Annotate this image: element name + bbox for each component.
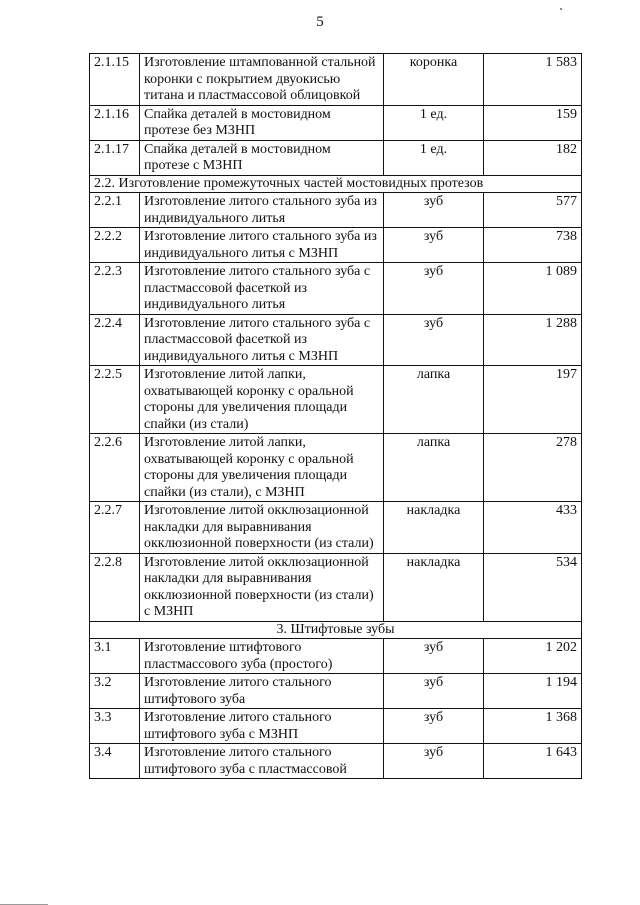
row-code: 2.2.7: [90, 502, 140, 554]
row-code: 3.1: [90, 639, 140, 674]
row-price: 534: [484, 553, 582, 621]
row-code: 2.2.4: [90, 314, 140, 366]
table-row: [90, 502, 582, 554]
row-name: Изготовление литого стального штифтового зуба с МЗНП: [140, 709, 384, 744]
row-name: Изготовление литого стального зуба с пластмассовой фасеткой из индивидуального литья: [140, 263, 384, 315]
row-name: Спайка деталей в мостовидном протезе с МЗНП: [140, 140, 384, 175]
row-price: 182: [484, 140, 582, 175]
row-name: Изготовление литого стального штифтового зуба с пластмассовой: [140, 744, 384, 779]
row-unit: зуб: [384, 314, 484, 366]
table-row: [90, 54, 582, 106]
row-price: 1 583: [484, 54, 582, 106]
row-unit: 1 ед.: [384, 140, 484, 175]
table-row: [90, 193, 582, 228]
row-name: Изготовление литой лапки, охватывающей коронку с оральной стороны для увеличения площади спайки (из стали), с МЗНП: [140, 434, 384, 502]
table-row: [90, 263, 582, 315]
row-code: 2.2.5: [90, 366, 140, 434]
section-title: 3. Штифтовые зубы: [90, 621, 582, 639]
table-row: [90, 553, 582, 621]
row-unit: накладка: [384, 553, 484, 621]
row-price: 1 202: [484, 639, 582, 674]
row-unit: зуб: [384, 674, 484, 709]
row-name: Изготовление литого стального штифтового зуба: [140, 674, 384, 709]
section-header-row: [90, 175, 582, 193]
row-code: 2.2.8: [90, 553, 140, 621]
row-price: 159: [484, 105, 582, 140]
row-price: 1 368: [484, 709, 582, 744]
page-number: 5: [316, 14, 324, 30]
row-name: Изготовление литой окклюзационной накладки для выравнивания окклюзионной поверхности (из стали) с МЗНП: [140, 553, 384, 621]
row-code: 2.2.6: [90, 434, 140, 502]
table-row: [90, 140, 582, 175]
row-unit: лапка: [384, 434, 484, 502]
row-price: 1 089: [484, 263, 582, 315]
table-row: [90, 709, 582, 744]
row-unit: лапка: [384, 366, 484, 434]
row-name: Изготовление литого стального зуба из индивидуального литья с МЗНП: [140, 228, 384, 263]
price-table: [89, 53, 582, 779]
row-price: 738: [484, 228, 582, 263]
row-code: 2.1.16: [90, 105, 140, 140]
row-price: 433: [484, 502, 582, 554]
row-name: Изготовление литого стального зуба с пластмассовой фасеткой из индивидуального литья с МЗНП: [140, 314, 384, 366]
row-name: Изготовление литого стального зуба из индивидуального литья: [140, 193, 384, 228]
row-price: 278: [484, 434, 582, 502]
table-row: [90, 228, 582, 263]
table-row: [90, 674, 582, 709]
row-unit: зуб: [384, 263, 484, 315]
row-unit: зуб: [384, 193, 484, 228]
row-price: 1 288: [484, 314, 582, 366]
row-code: 3.3: [90, 709, 140, 744]
row-name: Изготовление штампованной стальной коронки с покрытием двуокисью титана и пластмассовой облицовкой: [140, 54, 384, 106]
section-header-row: [90, 621, 582, 639]
row-name: Спайка деталей в мостовидном протезе без МЗНП: [140, 105, 384, 140]
row-price: 577: [484, 193, 582, 228]
row-code: 2.1.17: [90, 140, 140, 175]
row-unit: зуб: [384, 639, 484, 674]
section-title: 2.2. Изготовление промежуточных частей мостовидных протезов: [90, 175, 582, 193]
row-code: 3.2: [90, 674, 140, 709]
table-row: [90, 314, 582, 366]
row-name: Изготовление штифтового пластмассового зуба (простого): [140, 639, 384, 674]
row-code: 3.4: [90, 744, 140, 779]
row-name: Изготовление литой окклюзационной накладки для выравнивания окклюзионной поверхности (из стали): [140, 502, 384, 554]
row-unit: коронка: [384, 54, 484, 106]
row-code: 2.2.3: [90, 263, 140, 315]
table-row: [90, 744, 582, 779]
row-unit: накладка: [384, 502, 484, 554]
table-body: [90, 54, 582, 779]
row-name: Изготовление литой лапки, охватывающей коронку с оральной стороны для увеличения площади спайки (из стали): [140, 366, 384, 434]
row-price: 1 643: [484, 744, 582, 779]
table-row: [90, 366, 582, 434]
scan-dot: [560, 8, 562, 10]
row-unit: зуб: [384, 228, 484, 263]
row-code: 2.2.2: [90, 228, 140, 263]
row-code: 2.2.1: [90, 193, 140, 228]
row-unit: зуб: [384, 744, 484, 779]
table-row: [90, 639, 582, 674]
row-unit: зуб: [384, 709, 484, 744]
row-price: 197: [484, 366, 582, 434]
table-row: [90, 434, 582, 502]
row-unit: 1 ед.: [384, 105, 484, 140]
row-code: 2.1.15: [90, 54, 140, 106]
table-row: [90, 105, 582, 140]
row-price: 1 194: [484, 674, 582, 709]
